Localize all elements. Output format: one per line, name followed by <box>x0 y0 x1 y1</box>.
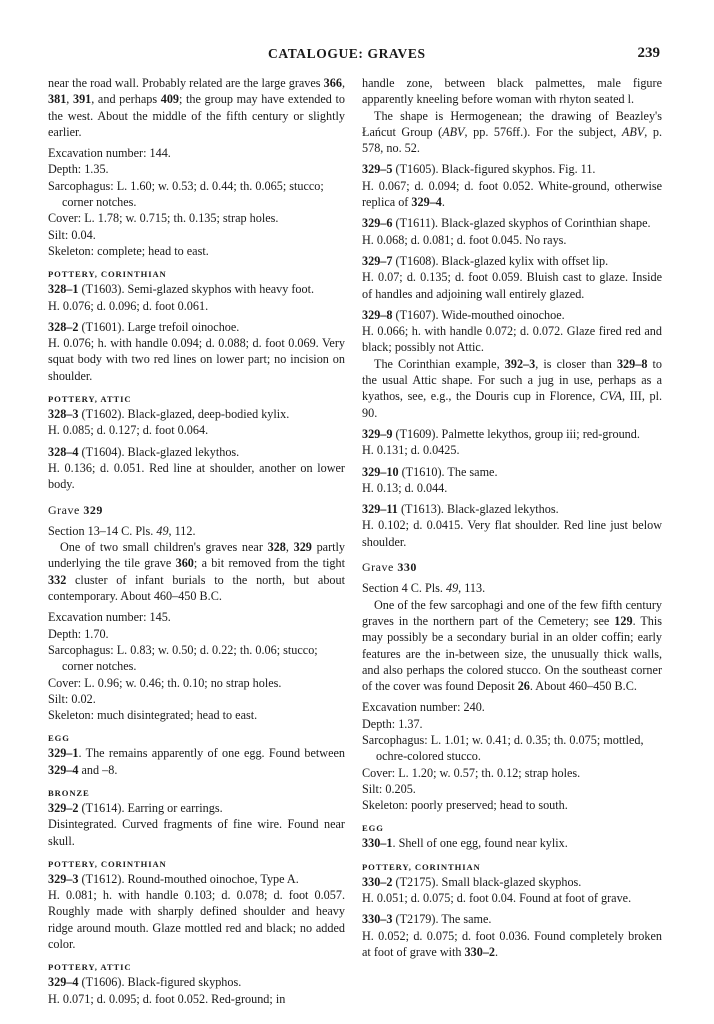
grave-329-section: Section 13–14 C. Pls. 49, 112. <box>48 523 196 538</box>
grave-329-heading: Grave 329 <box>48 502 103 517</box>
catalogue-entry-329-1: 329–1. The remains apparently of one egg. Found between 329–4 and –8. <box>48 746 345 777</box>
grave-330-section: Section 4 C. Pls. 49, 113. <box>362 581 486 596</box>
entry-dims: H. 0.052; d. 0.075; d. foot 0.036. Found completely broken at foot of grave with 330–2. <box>362 928 662 959</box>
entry-329-8-commentary: The Corinthian example, 392–3, is closer than 329–8 to the usual Attic shape. For such a jug in use, perhaps as a kyathos, see, e.g., the Douris cup in Florence, CVA, III, pl. 90. <box>362 356 663 420</box>
entry-dims: H. 0.07; d. 0.135; d. foot 0.059. Bluish cast to glaze. Inside of handles and adjoining wall entirely glazed. <box>362 270 662 301</box>
skeleton: Skeleton: poorly preserved; head to south. <box>362 798 568 813</box>
grave-330-description: One of the few sarcophagi and one of the few fifth century graves in the northern part of the Cemetery; see 129. This may possibly be a secondary burial in an older coffin; early features are the in-between size, the unusually thick walls, and also perhaps the colored stucco. On the southeast corner of the cover was found Deposit 26. About 460–450 B.C. <box>362 597 663 694</box>
entry-dims: H. 0.066; h. with handle 0.072; d. 0.072. Glaze fired red and black; possibly not Attic. <box>362 324 662 355</box>
entry-dims: H. 0.051; d. 0.075; d. foot 0.04. Found at foot of grave. <box>362 891 632 906</box>
sarcophagus-dims: Sarcophagus: L. 1.01; w. 0.41; d. 0.35; th. 0.075; mottled, ochre-colored stucco. <box>362 732 644 764</box>
section-label-pottery-corinthian: POTTERY, CORINTHIAN <box>362 861 481 872</box>
section-label-egg: EGG <box>48 733 70 744</box>
cover-dims: Cover: L. 0.96; w. 0.46; th. 0.10; no strap holes. <box>48 675 282 690</box>
right-column <box>362 75 662 960</box>
entry-dims: H. 0.131; d. 0.0425. <box>362 443 460 458</box>
entry-dims: H. 0.076; h. with handle 0.094; d. 0.088; d. foot 0.069. Very squat body with two red lines on lower part; no incision on shoulder. <box>48 336 345 383</box>
entry-dims: H. 0.071; d. 0.095; d. foot 0.052. Red-ground; in <box>48 991 286 1006</box>
running-header <box>48 46 660 66</box>
skeleton: Skeleton: much disintegrated; head to east. <box>48 708 258 723</box>
entry-dims: H. 0.136; d. 0.051. Red line at shoulder, another on lower body. <box>48 460 345 492</box>
catalogue-entry-328-1: 328–1 (T1603). Semi-glazed skyphos with heavy foot. <box>48 282 315 297</box>
depth: Depth: 1.70. <box>48 626 109 641</box>
section-label-egg: EGG <box>362 823 384 834</box>
catalogue-entry-329-5: 329–5 (T1605). Black-figured skyphos. Fig. 11. <box>362 162 596 177</box>
catalogue-entry-330-1: 330–1. Shell of one egg, found near kylix. <box>362 836 568 851</box>
silt: Silt: 0.205. <box>362 781 416 796</box>
entry-dims: H. 0.085; d. 0.127; d. foot 0.064. <box>48 423 209 438</box>
cover-dims: Cover: L. 1.20; w. 0.57; th. 0.12; strap holes. <box>362 765 581 780</box>
catalogue-entry-329-7: 329–7 (T1608). Black-glazed kylix with offset lip. <box>362 253 609 268</box>
sarcophagus-dims: Sarcophagus: L. 0.83; w. 0.50; d. 0.22; th. 0.06; stucco; corner notches. <box>48 642 318 674</box>
entry-dims: H. 0.13; d. 0.044. <box>362 480 448 495</box>
section-label-bronze: BRONZE <box>48 787 90 798</box>
grave-330-heading: Grave 330 <box>362 560 417 575</box>
skeleton: Skeleton: complete; head to east. <box>48 243 209 258</box>
section-label-pottery-attic: POTTERY, ATTIC <box>48 394 132 405</box>
excavation-number: Excavation number: 144. <box>48 146 171 161</box>
sarcophagus-dims: Sarcophagus: L. 1.60; w. 0.53; d. 0.44; th. 0.065; stucco; corner notches. <box>48 178 324 210</box>
entry-dims: H. 0.081; h. with handle 0.103; d. 0.078; d. foot 0.057. Roughly made with sharply defined shoulder and heavy ridge around mouth. Glaze mottled red and black; no added color. <box>48 888 345 952</box>
catalogue-entry-329-9: 329–9 (T1609). Palmette lekythos, group iii; red-ground. <box>362 426 640 441</box>
catalogue-entry-330-3: 330–3 (T2179). The same. <box>362 912 492 927</box>
depth: Depth: 1.35. <box>48 162 109 177</box>
entry-329-4-continuation: handle zone, between black palmettes, male figure apparently kneeling before woman with rhyton seated l. <box>362 76 662 107</box>
catalogue-entry-329-11: 329–11 (T1613). Black-glazed lekythos. <box>362 502 559 517</box>
silt: Silt: 0.02. <box>48 691 96 706</box>
running-head-title: CATALOGUE: GRAVES <box>268 46 426 61</box>
catalogue-entry-328-2: 328–2 (T1601). Large trefoil oinochoe. <box>48 319 240 334</box>
grave-329-description: One of two small children's graves near 328, 329 partly underlying the tile grave 360; a bit removed from the tight 332 cluster of infant burials to the north, but about contemporary. About 460–450 B.C. <box>48 540 346 604</box>
depth: Depth: 1.37. <box>362 716 423 731</box>
section-label-pottery-corinthian: POTTERY, CORINTHIAN <box>48 269 167 280</box>
silt: Silt: 0.04. <box>48 227 96 242</box>
catalogue-entry-328-3: 328–3 (T1602). Black-glazed, deep-bodied kylix. <box>48 407 290 422</box>
catalogue-entry-329-2: 329–2 (T1614). Earring or earrings. <box>48 800 223 815</box>
entry-dims: H. 0.067; d. 0.094; d. foot 0.052. White-ground, otherwise replica of 329–4. <box>362 178 662 210</box>
catalogue-entry-329-8: 329–8 (T1607). Wide-mouthed oinochoe. <box>362 307 565 322</box>
cover-dims: Cover: L. 1.78; w. 0.715; th. 0.135; strap holes. <box>48 211 279 226</box>
page-number: 239 <box>637 45 660 61</box>
catalogue-entry-329-3: 329–3 (T1612). Round-mouthed oinochoe, Type A. <box>48 871 299 886</box>
catalogue-entry-328-4: 328–4 (T1604). Black-glazed lekythos. <box>48 444 240 459</box>
entry-dims: H. 0.068; d. 0.081; d. foot 0.045. No rays. <box>362 232 567 247</box>
entry-dims: H. 0.102; d. 0.0415. Very flat shoulder. Red line just below shoulder. <box>362 518 662 549</box>
catalogue-entry-329-4: 329–4 (T1606). Black-figured skyphos. <box>48 975 242 990</box>
excavation-number: Excavation number: 240. <box>362 700 485 715</box>
catalogue-entry-329-6: 329–6 (T1611). Black-glazed skyphos of Corinthian shape. <box>362 216 651 231</box>
grave-328-continuation: near the road wall. Probably related are the large graves 366, 381, 391, and perhaps 409; the group may have extended to the west. About the middle of the fifth century or slightly earlier. <box>48 76 346 139</box>
catalogue-entry-329-10: 329–10 (T1610). The same. <box>362 464 498 479</box>
entry-dims: H. 0.076; d. 0.096; d. foot 0.061. <box>48 298 209 313</box>
section-label-pottery-attic: POTTERY, ATTIC <box>48 962 132 973</box>
catalogue-entry-330-2: 330–2 (T2175). Small black-glazed skyphos. <box>362 874 582 889</box>
section-label-pottery-corinthian: POTTERY, CORINTHIAN <box>48 858 167 869</box>
entry-329-4-commentary: The shape is Hermogenean; the drawing of Beazley's Łańcut Group (ABV, pp. 576ff.). For the subject, ABV, p. 578, no. 52. <box>362 108 663 156</box>
entry-description: Disintegrated. Curved fragments of fine wire. Found near skull. <box>48 817 345 848</box>
excavation-number: Excavation number: 145. <box>48 610 171 625</box>
left-column <box>48 75 345 1007</box>
